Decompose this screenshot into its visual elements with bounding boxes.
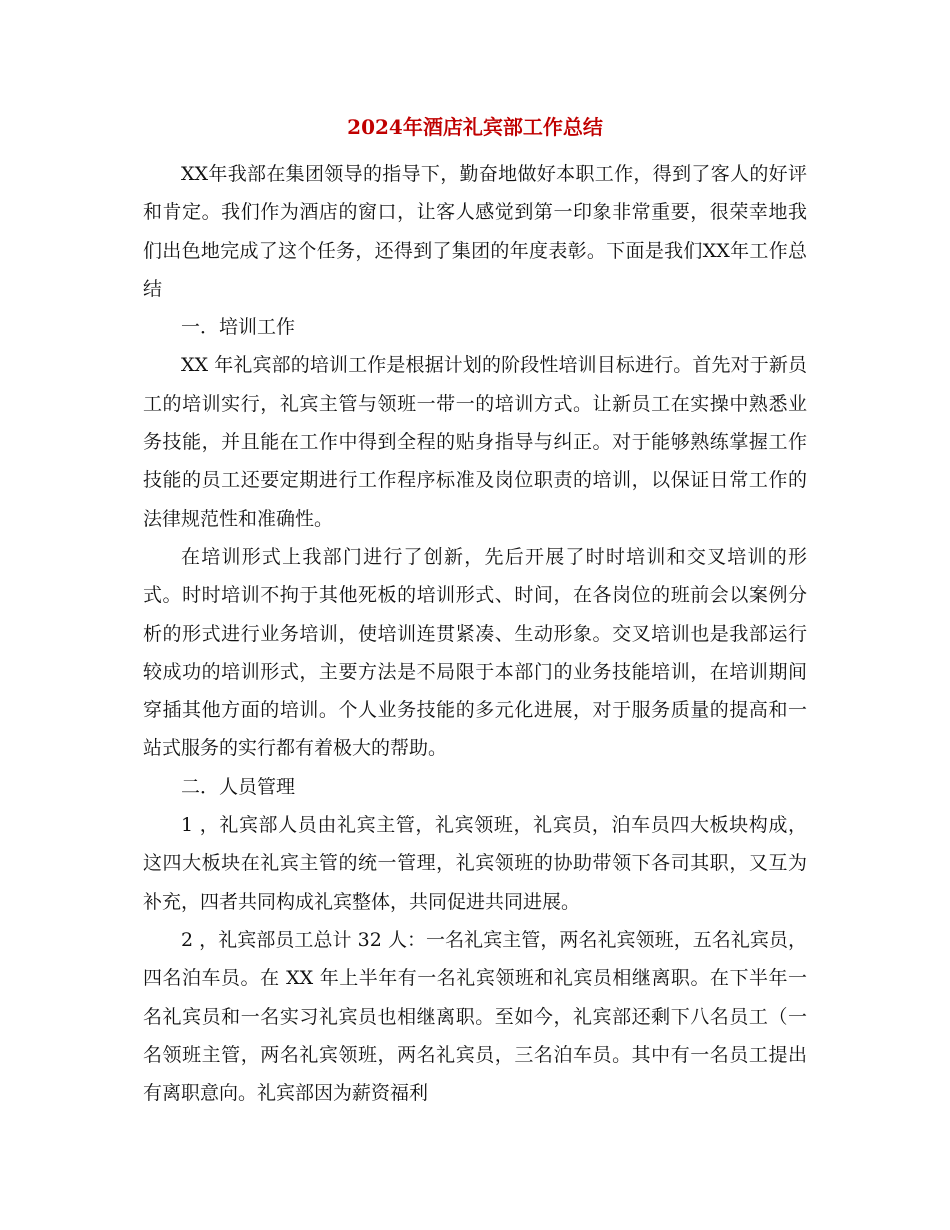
training-paragraph-2: 在培训形式上我部门进行了创新，先后开展了时时培训和交叉培训的形式。时时培训不拘于其他死板的培训形式、时间，在各岗位的班前会以案例分析的形式进行业务培训，使培训连贯紧凑、生动形象。交叉培训也是我部运行较成功的培训形式，主要方法是不局限于本部门的业务技能培训，在培训期间穿插其他方面的培训。个人业务技能的多元化进展，对于服务质量的提高和一站式服务的实行都有着极大的帮助。 [143,545,807,760]
training-paragraph-1: XX 年礼宾部的培训工作是根据计划的阶段性培训目标进行。首先对于新员工的培训实行，礼宾主管与领班一带一的培训方式。让新员工在实操中熟悉业务技能，并且能在工作中得到全程的贴身指导与纠正。对于能够熟练掌握工作技能的员工还要定期进行工作程序标准及岗位职责的培训，以保证日常工作的法律规范性和准确性。 [143,354,807,530]
personnel-paragraph-1: 1 ，礼宾部人员由礼宾主管，礼宾领班，礼宾员，泊车员四大板块构成，这四大板块在礼宾主管的统一管理，礼宾领班的协助带领下各司其职，又互为补充，四者共同构成礼宾整体，共同促进共同进展。 [143,814,807,913]
document-title: 2024年酒店礼宾部工作总结 [347,115,603,139]
section-heading-personnel: 二．人员管理 [181,775,296,798]
personnel-paragraph-2: 2 ，礼宾部员工总计 32 人：一名礼宾主管，两名礼宾领班，五名礼宾员，四名泊车员。在 XX 年上半年有一名礼宾领班和礼宾员相继离职。在下半年一名礼宾员和一名实习礼宾员也相继离职。至如今，礼宾部还剩下八名员工（一名领班主管，两名礼宾领班，两名礼宾员，三名泊车员。其中有一名员工提出有离职意向。礼宾部因为薪资福利 [143,928,807,1105]
section-heading-training: 一．培训工作 [181,316,296,339]
document-body [143,155,807,1112]
intro-paragraph: XX年我部在集团领导的指导下，勤奋地做好本职工作，得到了客人的好评和肯定。我们作为酒店的窗口，让客人感觉到第一印象非常重要，很荣幸地我们出色地完成了这个任务，还得到了集团的年度表彰。下面是我们XX年工作总结 [143,163,807,300]
